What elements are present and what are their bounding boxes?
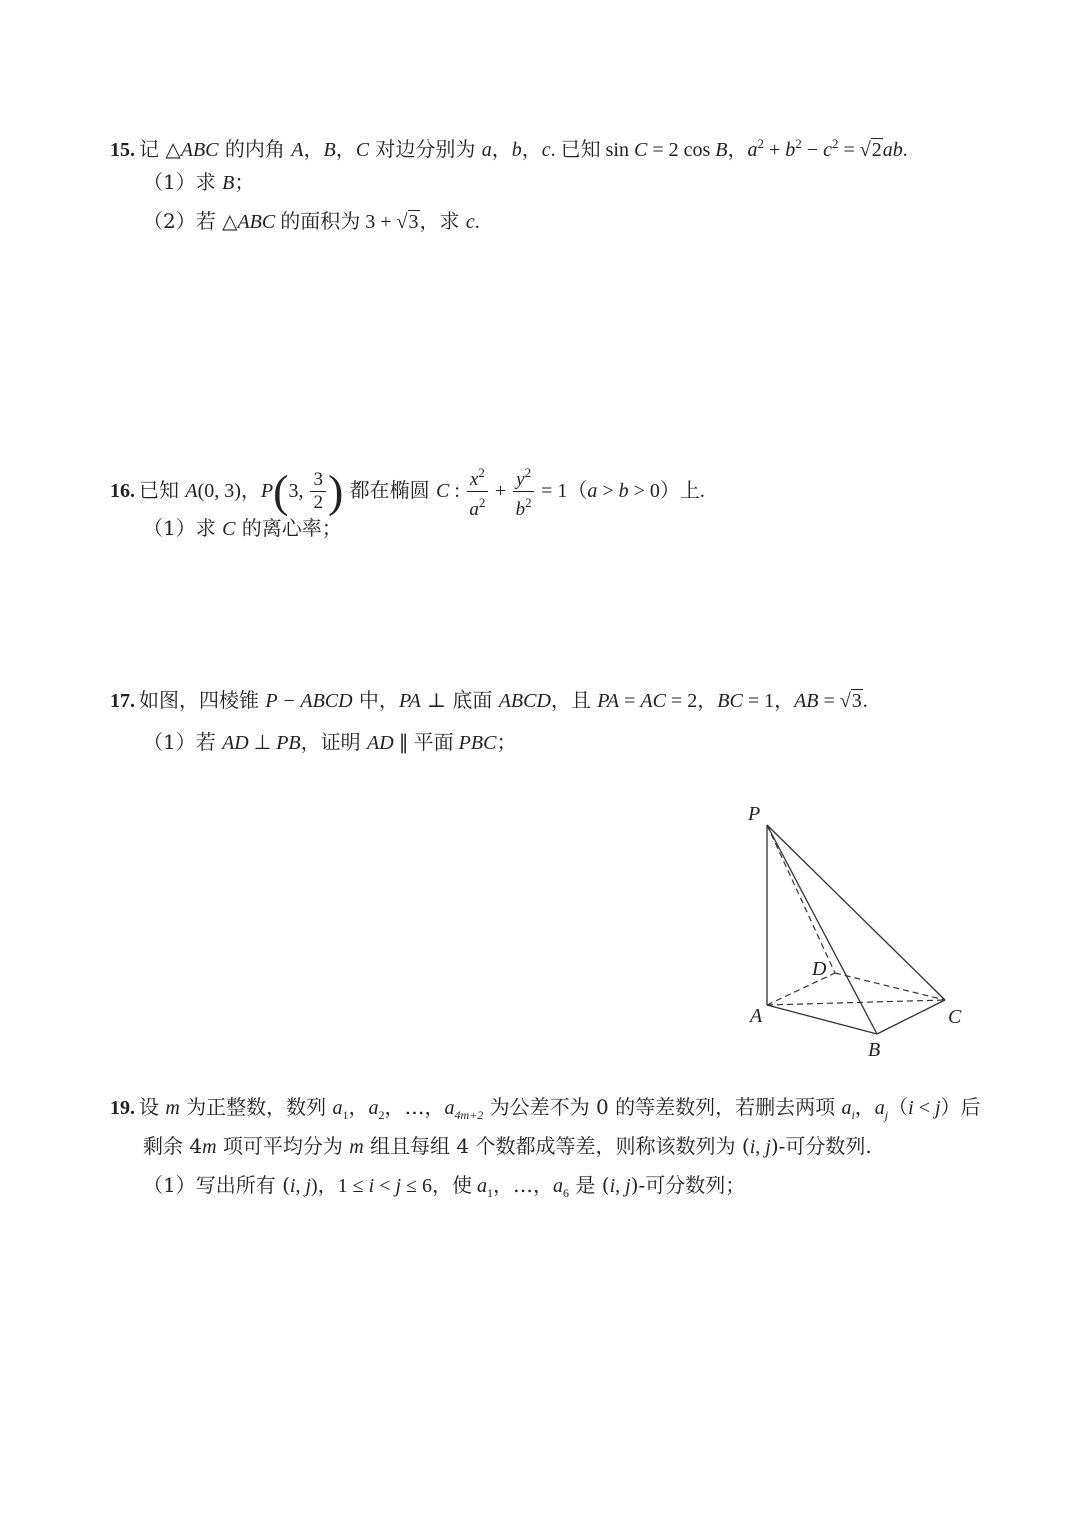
edge-AC bbox=[767, 1000, 945, 1005]
pyramid-figure bbox=[730, 790, 990, 1070]
label-C: C bbox=[948, 1006, 962, 1028]
q15-stem: 15. 记 △ABC 的内角 A，B，C 对边分别为 a，b，c. 已知 sin C = 2 cos B，$a^2 + b^2 - c^2 = √2ab$. bbox=[110, 136, 908, 161]
label-D: D bbox=[812, 958, 827, 980]
fraction-x2-a2: $\frac{x^2}{a^2}$ bbox=[467, 462, 488, 521]
fraction-3-2: $\frac{3}{2}$ bbox=[310, 469, 326, 514]
q16-part1: （1）求 C 的离心率； bbox=[143, 516, 342, 540]
q15-part2: （2）若 △ABC 的面积为 3 + √3，求 c. bbox=[143, 209, 480, 233]
q19-line2: 剩余 4m 项可平均分为 m 组且每组 4 个数都成等差，则称该数列为 (i, j)-可分数列. bbox=[143, 1134, 872, 1158]
edge-BC bbox=[877, 1000, 945, 1034]
sqrt-2: √2 bbox=[859, 139, 882, 161]
q19-part1: （1）写出所有 (i, j)，1 ≤ i < j ≤ 6，使 $a_1$，…，$a_6$ 是 (i, j)-可分数列； bbox=[143, 1173, 746, 1200]
label-A: A bbox=[750, 1005, 763, 1027]
edge-PC bbox=[767, 825, 945, 1000]
sqrt-3: √3 bbox=[396, 211, 419, 233]
q15-part1: （1）求 B； bbox=[143, 170, 255, 194]
edge-AB bbox=[767, 1005, 877, 1034]
label-B: B bbox=[868, 1039, 881, 1061]
right-paren: ) bbox=[327, 465, 344, 517]
fraction-y2-b2: $\frac{y^2}{b^2}$ bbox=[513, 462, 534, 521]
q19-stem: 19. 设 m 为正整数，数列 $a_1$，$a_2$，…，$a_{4m+2}$ 为公差不为 0 的等差数列，若删去两项 $a_i$，$a_j(i < j)$后 bbox=[110, 1095, 981, 1122]
q16-stem: 16. 已知 A(0, 3)，P(3, $\frac{3}{2}$ ) 都在椭圆 C : $\frac{x^2}{a^2}$ + $\frac{y^2}{b^2}$ = 1（a > b > 0）上. bbox=[110, 462, 705, 521]
q17-stem: 17. 如图，四棱锥 P − ABCD 中，PA ⊥ 底面 ABCD，且 PA = AC = 2，BC = 1，AB = √3. bbox=[110, 688, 868, 712]
edge-PD bbox=[767, 825, 835, 973]
q17-part1: （1）若 AD ⊥ PB，证明 AD ∥ 平面 PBC； bbox=[143, 730, 517, 754]
label-P: P bbox=[748, 803, 761, 825]
sqrt-3b: √3 bbox=[839, 690, 862, 712]
left-paren: ( bbox=[273, 465, 289, 517]
